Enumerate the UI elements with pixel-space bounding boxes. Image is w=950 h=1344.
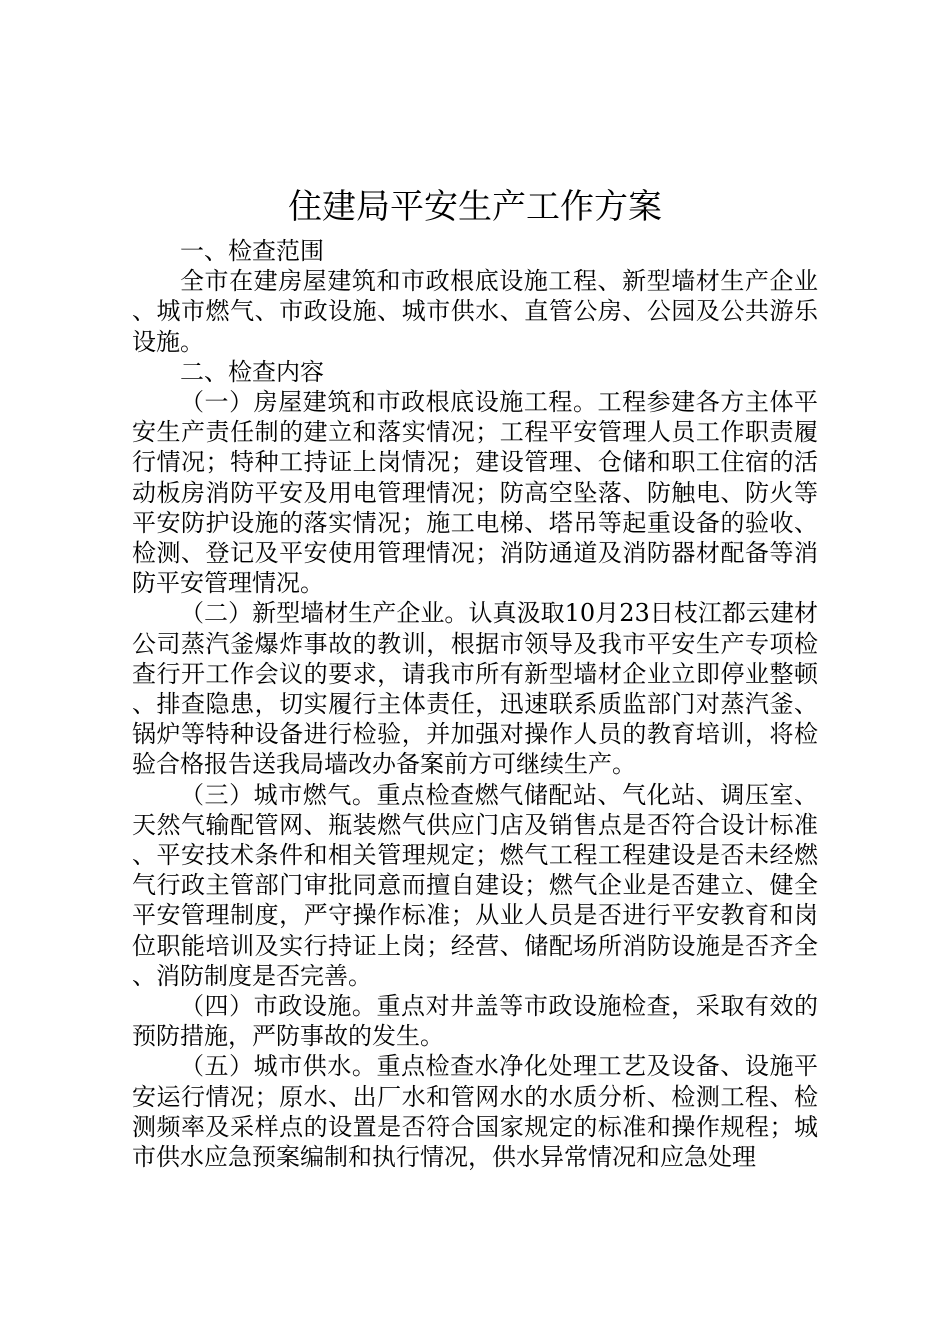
section-heading-content: 二、检查内容	[180, 357, 324, 386]
paragraph-scope: 全市在建房屋建筑和市政根底设施工程、新型墙材生产企业、城市燃气、市政设施、城市供水、直管公房、公园及公共游乐设施。	[132, 267, 818, 356]
paragraph-city-gas: （三）城市燃气。重点检查燃气储配站、气化站、调压室、天然气输配管网、瓶装燃气供应门店及销售点是否符合设计标准、平安技术条件和相关管理规定；燃气工程工程建设是否未经燃气行政主管部门审批同意而擅自建设；燃气企业是否建立、健全平安管理制度，严守操作标准；从业人员是否进行平安教育和岗位职能培训及实行持证上岗；经营、储配场所消防设施是否齐全、消防制度是否完善。	[132, 780, 818, 990]
paragraph-wall-materials: （二）新型墙材生产企业。认真汲取10月23日枝江都云建材公司蒸汽釜爆炸事故的教训，根据市领导及我市平安生产专项检查行开工作会议的要求，请我市所有新型墙材企业立即停业整顿、排查隐患，切实履行主体责任，迅速联系质监部门对蒸汽釜、锅炉等特种设备进行检验，并加强对操作人员的教育培训，将检验合格报告送我局墙改办备案前方可继续生产。	[132, 599, 818, 779]
document-body	[132, 236, 818, 1172]
paragraph-municipal-facilities: （四）市政设施。重点对井盖等市政设施检查，采取有效的预防措施，严防事故的发生。	[132, 992, 818, 1051]
paragraph-buildings: （一）房屋建筑和市政根底设施工程。工程参建各方主体平安生产责任制的建立和落实情况；工程平安管理人员工作职责履行情况；特种工持证上岗情况；建设管理、仓储和职工住宿的活动板房消防平安及用电管理情况；防高空坠落、防触电、防火等平安防护设施的落实情况；施工电梯、塔吊等起重设备的验收、检测、登记及平安使用管理情况；消防通道及消防器材配备等消防平安管理情况。	[132, 388, 818, 598]
document-title: 住建局平安生产工作方案	[288, 187, 662, 227]
section-heading-scope: 一、检查范围	[180, 237, 324, 265]
paragraph-water-supply: （五）城市供水。重点检查水净化处理工艺及设备、设施平安运行情况；原水、出厂水和管网水的水质分析、检测工程、检测频率及采样点的设置是否符合国家规定的标准和操作规程；城市供水应急预案编制和执行情况，供水异常情况和应急处理	[132, 1052, 818, 1172]
